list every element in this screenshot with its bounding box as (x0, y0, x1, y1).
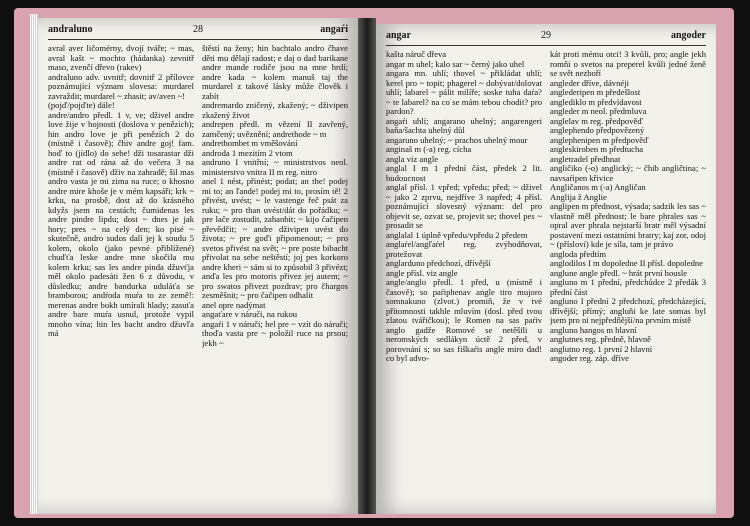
dictionary-entry: angara mn. uhlí; thovel ~ přikládat uhlí; kerel pro ~ topit; phagerel ~ dobývat/dolovat uhlí; labarel ~ pálit milíře; soske tuha daŕa? ~ te labarel? na co se mám tebou chodit? pro pardon? (386, 68, 542, 116)
running-head (386, 30, 706, 44)
dictionary-entry: angleder m neol. předmluva (550, 106, 647, 116)
dictionary-entry: andremardo zničený, zkažený; ~ dživipen zkažený život (202, 100, 348, 120)
dictionary-entry: angle/anglo předl. 1 před, u (místně i časově); so paŕiphenav angle tiro mujoro somnakuno (zlvot.) promiň, že v tvé přítomnosti takhle mluvím (dosl. před tvou zlatou tvářičkou); le Romen na sas paŕiv anglo gadže Romové se netěšili u neromských sedlákyn úctě 2 před, v porovnání s; so sas fiškaŕis angle miro dad! co byl advo- (386, 277, 542, 363)
columns (48, 44, 348, 508)
dictionary-entry: anglelav m reg. předpověď (550, 115, 643, 126)
dictionary-entry: anel opre nadýmat (202, 299, 266, 310)
dictionary-entry: angloda předtím (550, 248, 607, 259)
right-page (376, 24, 716, 514)
guide-word-left: angar (386, 30, 411, 41)
dictionary-entry: andrepen předl. m vězení II zavřený, zamčený; uvěznění; andrethode ~ m (202, 119, 348, 139)
dictionary-entry: anglephendo předpovězený (550, 125, 645, 135)
dictionary-entry: andrethombet m vměšování (202, 138, 298, 148)
dictionary-entry: anglutnes reg. předně, hlavně (550, 334, 651, 344)
dictionary-entry: anglal I m 1 přední část, předek 2 lit. budoucnost (386, 163, 542, 183)
dictionary-entry: andre/andro předl. 1 v, ve; dživel andre love žije v hojnosti (doslova v penězích); hin andro love je při penězích 2 do (místně i časově); čhiv andre goj! fam. hoď to (jídlo) do sebe! dži tosarastar dži andre rat od rána až do večera 3 na (místně i časově) dživ na zahradě; šil mas andro vasta je mi zima na ruce; o khosno andre mire khoše je v mém kapsáři; krk ~ krku, na prosbě, dost až do krásného kdyžs jsem na cestách; čumidenas les andre pindre lipdu; dost ~ dnes je jak hory; pres ~ na celý den; ko pisé ~ skutečně, andro sudos dalí jej k soudu 5 kolem, okolo (jako pevné přiblížené) chuďťa leske andre mne skočila mu kolem krku; sas les andre pinda džuvťja měl okolo padesáti žen 6 z důvodu, v důsledku; andre bandurka uduláťa se bramborou; andŕoda muŕa to ze země!: merenas andre bokh umírali hlady; zasuťa andre bare muŕa usnul, protože vypil mnoho vína; hin les bacht andro džuvľa má (48, 109, 194, 338)
page-edges (30, 14, 38, 514)
header-rule (48, 39, 348, 40)
dictionary-entry: anglalal 1 úplně vpředu/vpředu 2 předem (386, 229, 528, 240)
dictionary-entry: anglutno reg. 1 první 2 hlavní (550, 343, 653, 354)
dictionary-entry: štěstí na ženy; hin bachtalo andro čhave děti mu dělají radost; e daj o dad barikane andre mande rodiče jsou na mne hrdí; andre kada ~ kolem manuš taj the murdarel z takové lásky může člověk i zabít (202, 44, 348, 101)
column (550, 50, 706, 508)
dictionary-entry: anglal přísl. 1 vpřed; vpředu; před; ~ dživel ~ jako 2 zprvu, nejdříve 3 napřed; 4 přísl. poznámující slovesný význam: del pro objevit se, ozvat se, projevit se; thovel pes ~ prosadit se (386, 182, 542, 230)
dictionary-entry: Anglija ž Anglie (550, 191, 607, 202)
dictionary-entry: angletradel předhnat (550, 153, 621, 164)
column (386, 50, 542, 508)
dictionary-entry: angluno I přední 2 předchozí, předcházející, dřívější; přímý; angluňi ke late somas byl jsem pro ni nejpředňější/na prvním místě (550, 296, 706, 325)
dictionary-entry: angluno m 1 přední, předchůdce 2 předák 3 přední část (550, 277, 706, 297)
dictionary-entry: anglaŕel/angľaŕel reg. zvýhodňovat, protežovat (386, 239, 542, 259)
book-gutter (358, 18, 376, 514)
dictionary-entry: anglephenipen m předpověď (550, 134, 649, 145)
dictionary-entry: angleder dříve, dávnéji (550, 77, 629, 88)
dictionary-entry: androda 1 mezitím 2 vtom (202, 147, 293, 158)
dictionary-entry: anglederipen m předešlost (550, 87, 641, 97)
column (48, 44, 194, 508)
dictionary-entry: anginaš m (-a) reg. cícha (386, 144, 472, 154)
column (202, 44, 348, 508)
header-rule (386, 45, 706, 46)
page-number: 28 (193, 24, 203, 35)
dictionary-entry: angaruno uhelný; ~ prachos uhelný mour (386, 134, 528, 145)
guide-word-right: angaŕi (320, 24, 348, 35)
dictionary-entry: angla viz angle (386, 153, 439, 164)
dictionary-entry: angaťare v náruči, na rukou (202, 309, 298, 319)
dictionary-entry: (pojď/pojďte) dále! (48, 100, 115, 110)
left-page (38, 18, 358, 514)
columns (386, 50, 706, 508)
dictionary-entry: angle přísl. viz angle (386, 267, 458, 278)
dictionary-entry: angluno hangos m hlavní (550, 324, 637, 335)
dictionary-entry: angleskiroben m předtucha (550, 144, 644, 154)
dictionary-entry: andruno I vnitřní; ~ ministrstvos neol. ministerstvo vnitra II m reg. nitro (202, 157, 348, 177)
running-head (48, 24, 348, 38)
dictionary-entry: anglipen m přednost, výsada; sadzik les sas ~ vlastně měl přednost; le bare phrales sas ~ opral aver phrala nejstarší bratr měl výsadní postavení mezi ostatními bratry; kaj zor, odoj ~ (přísloví) kde je síla, tam je právo (550, 201, 706, 249)
dictionary-entry: kašta náruč dřeva (386, 50, 447, 59)
page-number: 29 (541, 30, 551, 41)
dictionary-entry: avral aver ličomérny, dvojí tváře; ~ mas, avral kašt ~ mochto (hádanka) zevnitř maso, zvenčí dřevo (rakev) (48, 44, 194, 72)
dictionary-entry: angličiko (-o) anglický; ~ čhib angličtina; ~ navsaŕipen křivice (550, 163, 706, 183)
dictionary-entry: angaŕi 1 v náruči; hel pre ~ vzít do náruči; thoďa vasta pre ~ položil ruce na prsou; jekh ~ (202, 318, 348, 348)
guide-word-right: angoder (671, 30, 706, 41)
dictionary-entry: angoder reg. záp. dříve (550, 353, 629, 363)
dictionary-entry: anglune angle předl. ~ hrát první housle (550, 267, 688, 278)
dictionary-entry: anglodilos I m dopoledne II přísl. dopoledne (550, 258, 703, 268)
dictionary-entry: andraluno adv. uvnitř; dovnitř 2 přílovce poznámující význam slovesa: murdarel zavraždit; murdarel ~ zhasit; av/aven ~! (48, 71, 194, 101)
dictionary-entry: angaŕi uhlí; angarano uhelný; angarengeri baňa/šachta uhelný důl (386, 115, 542, 135)
guide-word-left: andraluno (48, 24, 93, 35)
dictionary-entry: Angličanos m (-a) Angličan (550, 182, 646, 192)
dictionary-entry: anglediklo m předvídavost (550, 96, 642, 107)
dictionary-entry: anglarduno předchozí, dřívější (386, 258, 491, 268)
dictionary-entry: anel 1 nést, přinést; podat; an the! podej mi to; an ľande! podej mi to, prosím tě! 2 přivést, uvést; ~ le vastenge řeč psát za ruku; ~ pro than uvést/dát do pořádku; ~ pre lače zostudit, zahanbit; ~ kijo čačipen převědčit; ~ andre dživipen uvést do života; ~ pre goďi připomenout; ~ pro svetos přivést na svět; ~ pre poste bibacht přivolat na sebe neštěstí; joj pes korkoro andre kheri ~ sám si to způsobil 3 přivézt; anďa les pro motoris přivez jej autem; ~ pro swatos přivezt pozdrav; pro čhargos zesměšnit; ~ pro čačipen odhalit (202, 176, 348, 300)
dictionary-entry: angar m uhel; kalo sar ~ černý jako uhel (386, 58, 525, 69)
dictionary-entry: kát proti mému otci! 3 kvůli, pro; angle jekh romňi o svetos na preperel kvůli jedné ženě se svět nezboří (550, 50, 706, 78)
